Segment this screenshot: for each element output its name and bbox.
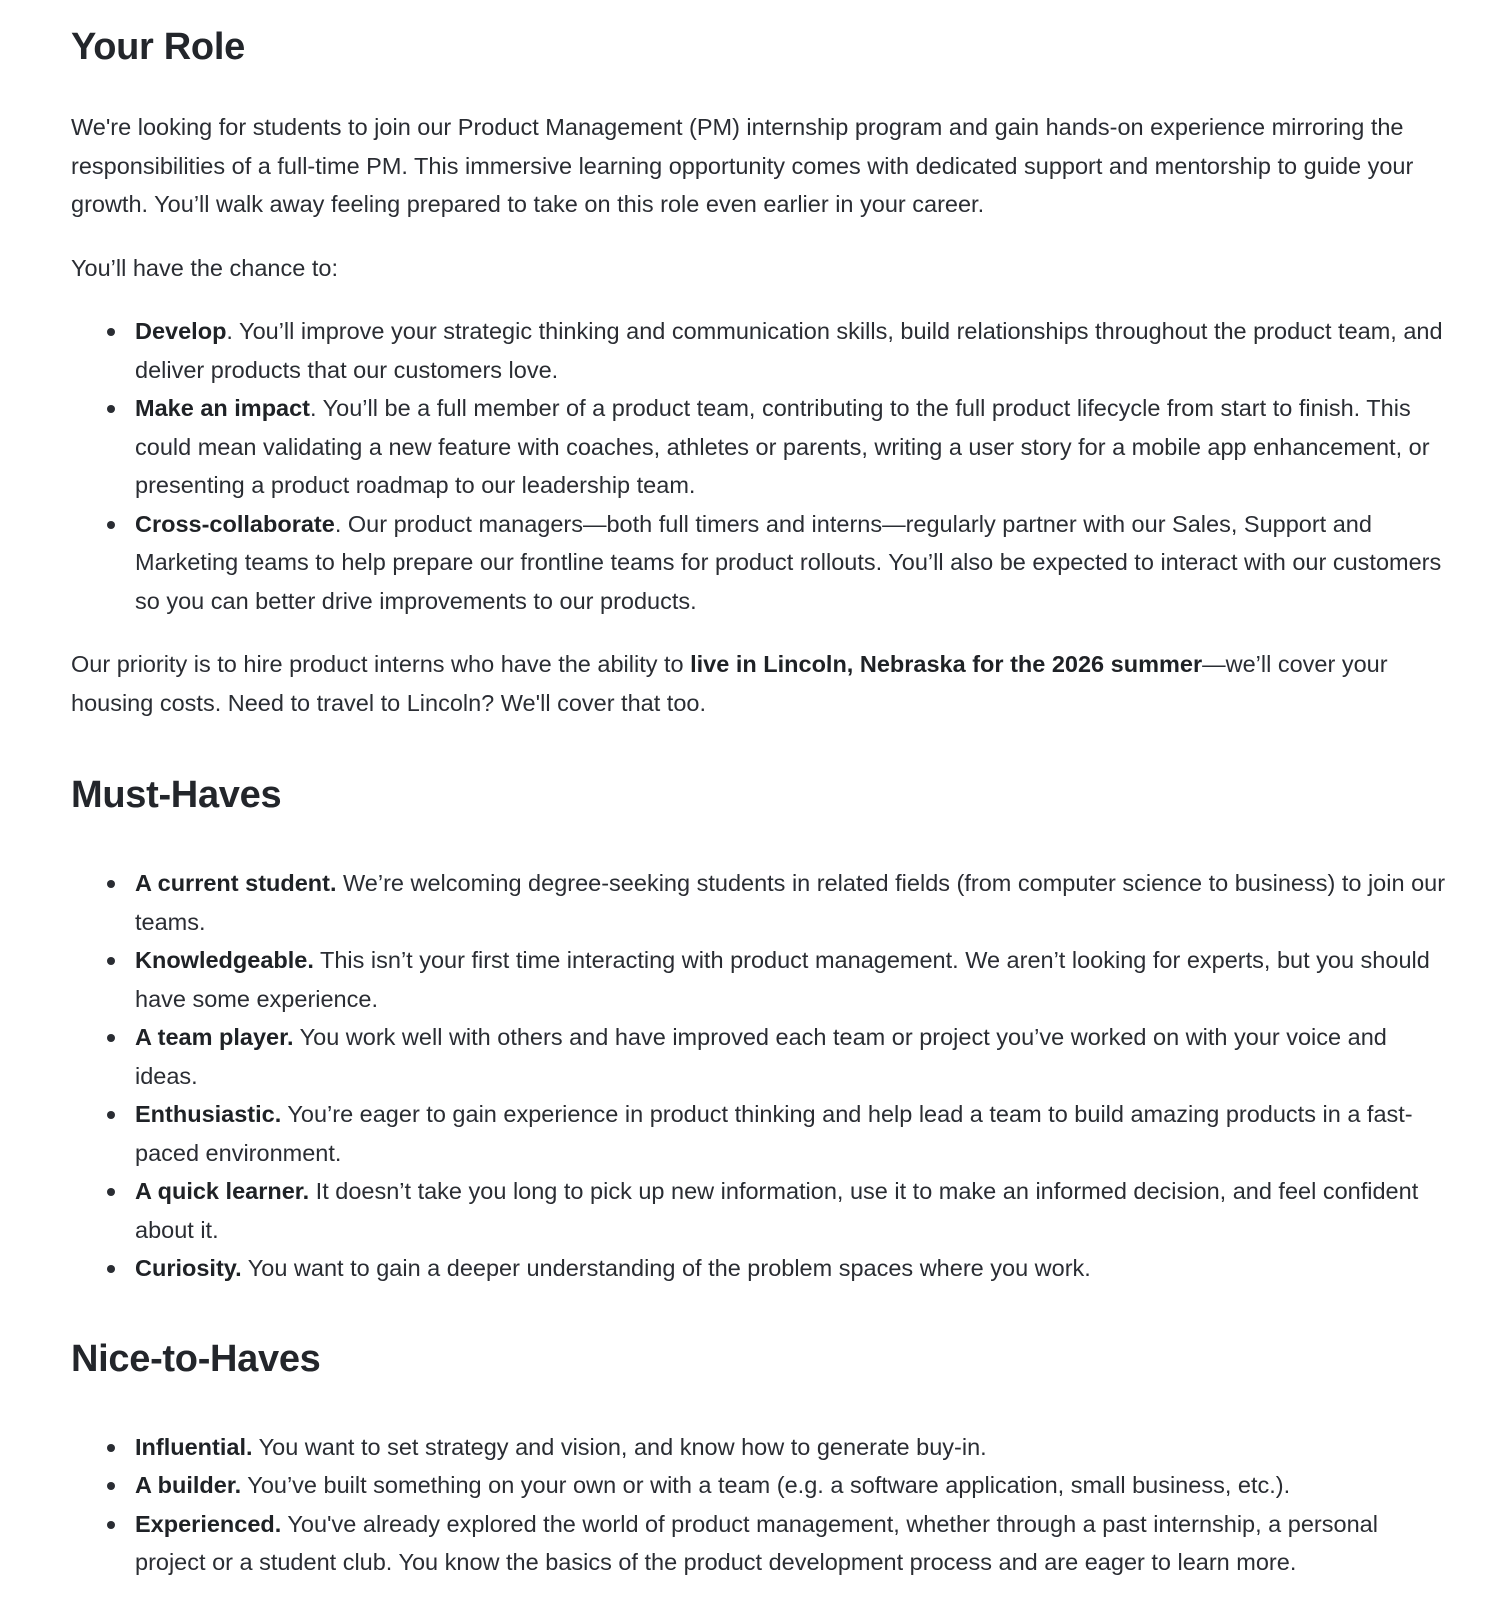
list-item-text: You work well with others and have improved each team or project you’ve worked on with your voice and ideas. (135, 1024, 1387, 1089)
list-item-title: A current student. (135, 870, 337, 896)
list-item-text: . Our product managers—both full timers and interns—regularly partner with our Sales, Support and Marketing teams to help prepare our frontline teams for product rollouts. You’ll also be expected to interact with our customers so you can better drive improvements to our products. (135, 510, 1442, 614)
list-item-text: . You’ll improve your strategic thinking and communication skills, build relationships throughout the product team, and deliver products that our customers love. (135, 318, 1443, 383)
must-haves-list (71, 864, 1446, 1288)
priority-text-post: —we’ll cover your housing costs. Need to travel to Lincoln? We'll cover that too. (71, 651, 1388, 716)
list-item-text: This isn’t your first time interacting with product management. We aren’t looking for experts, but you should have some experience. (135, 947, 1430, 1012)
list-item-text: It doesn’t take you long to pick up new information, use it to make an informed decision, and feel confident about it. (135, 1178, 1419, 1243)
list-item (135, 864, 1446, 941)
list-item-text: You want to gain a deeper understanding of the problem spaces where you work. (241, 1255, 1091, 1281)
heading-nice-to-haves: Nice-to-Haves (71, 1337, 321, 1380)
list-item (135, 1505, 1446, 1582)
list-item (135, 1095, 1446, 1172)
list-item (135, 1172, 1446, 1249)
list-item-title: Experienced. (135, 1510, 282, 1537)
list-item (135, 941, 1446, 1018)
list-item-text: You want to set strategy and vision, and know how to generate buy-in. (252, 1433, 987, 1460)
heading-must-haves: Must-Haves (71, 774, 282, 816)
heading-your-role: Your Role (71, 26, 245, 68)
list-item (135, 1466, 1446, 1505)
list-item-text: You’re eager to gain experience in product thinking and help lead a team to build amazing products in a fast-paced environment. (135, 1101, 1413, 1166)
chance-lead-text: You’ll have the chance to: (71, 254, 338, 281)
list-item (135, 505, 1446, 621)
priority-paragraph (71, 645, 1446, 722)
list-item-title: Curiosity. (135, 1255, 242, 1281)
priority-text-pre: Our priority is to hire product interns who have the ability to (71, 651, 691, 677)
list-item-text: We’re welcoming degree-seeking students in related fields (from computer science to business) to join our teams. (135, 870, 1446, 935)
list-item-title: A quick learner. (135, 1178, 310, 1204)
list-item-title: A builder. (135, 1472, 242, 1498)
nice-to-haves-list (71, 1428, 1446, 1582)
list-item-title: Make an impact (135, 395, 311, 421)
chance-list (71, 312, 1446, 620)
list-item-text: You've already explored the world of product management, whether through a past internship, a personal project or a student club. You know the basics of the product development process and are eager to learn more. (135, 1510, 1378, 1575)
list-item (135, 312, 1446, 389)
list-item-title: Influential. (135, 1433, 253, 1460)
list-item (135, 389, 1446, 505)
list-item-text: . You’ll be a full member of a product team, contributing to the full product lifecycle from start to finish. This could mean validating a new feature with coaches, athletes or parents, writing a user story for a mobile app enhancement, or presenting a product roadmap to our leadership team. (135, 395, 1430, 498)
list-item-title: Cross-collaborate (135, 510, 335, 537)
list-item (135, 1428, 1446, 1467)
list-item (135, 1249, 1446, 1288)
list-item-text: You’ve built something on your own or with a team (e.g. a software application, small business, etc.). (241, 1472, 1291, 1498)
list-item-title: Develop (135, 318, 227, 344)
priority-text-bold: live in Lincoln, Nebraska for the 2026 summer (690, 651, 1203, 677)
role-intro-paragraph: We're looking for students to join our Product Management (PM) internship program and gain hands-on experience mirroring the responsibilities of a full-time PM. This immersive learning opportunity comes with dedicated support and mentorship to guide your growth. You’ll walk away feeling prepared to take on this role even earlier in your career. (71, 114, 1414, 217)
list-item-title: Knowledgeable. (135, 947, 314, 973)
list-item-title: Enthusiastic. (135, 1101, 282, 1127)
list-item (135, 1018, 1446, 1095)
list-item-title: A team player. (135, 1024, 294, 1050)
